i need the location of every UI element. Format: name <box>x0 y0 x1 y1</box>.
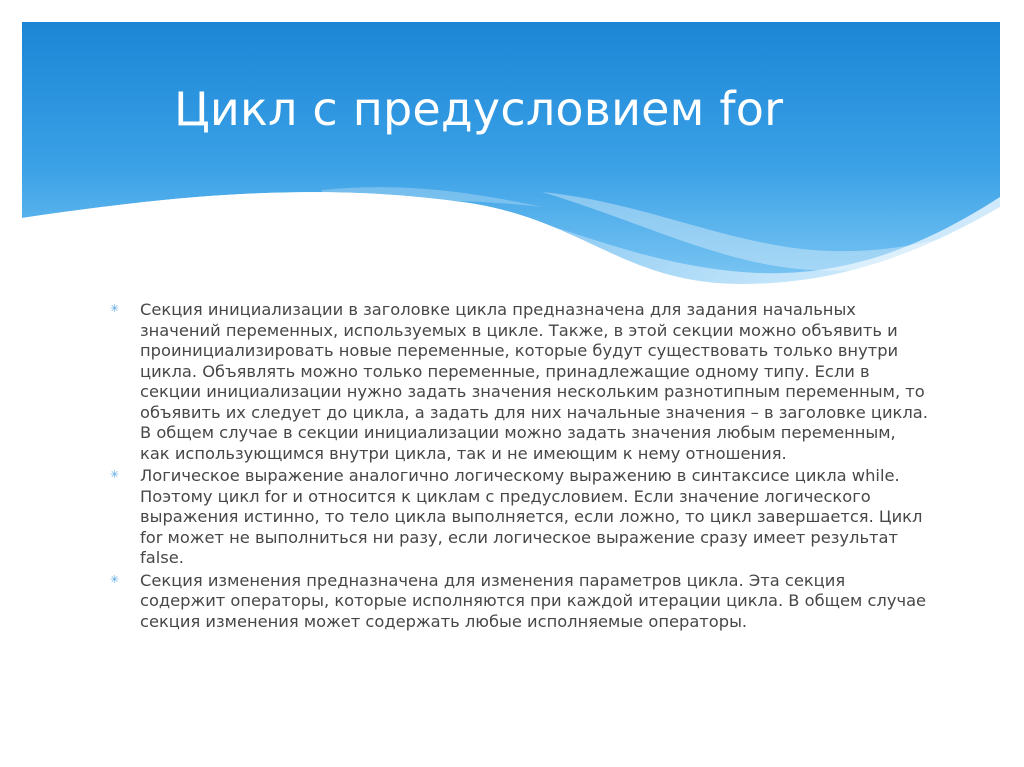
slide <box>22 22 1000 752</box>
bullet-text: Логическое выражение аналогично логическому выражению в синтаксисе цикла while. Поэтому цикл for и относится к циклам с предусловием. Если значение логического выражения истинно, то тело цикла выполняется, если ложно, то цикл завершается. Цикл for может не выполниться ни разу, если логическое выражение сразу имеет результат false. <box>140 466 923 567</box>
asterisk-bullet-icon: ✳ <box>110 302 120 315</box>
bullet-text: Секция изменения предназначена для изменения параметров цикла. Эта секция содержит операторы, которые исполняются при каждой итерации цикла. В общем случае секция изменения может содержать любые исполняемые операторы. <box>140 570 927 631</box>
bullet-item <box>108 466 928 569</box>
bullet-text: Секция инициализации в заголовке цикла предназначена для задания начальных значений переменных, используемых в цикле. Также, в этой секции можно объявить и проинициализировать новые переменные, которые будут существовать только внутри цикла. Объявлять можно только переменные, принадлежащие одному типу. Если в секции инициализации нужно задать значения нескольким разнотипным переменным, то объявить их следует до цикла, а задать для них начальные значения – в заголовке цикла. В общем случае в секции инициализации можно задать значения любым переменным, как использующимся внутри цикла, так и не имеющим к нему отношения. <box>140 300 928 463</box>
asterisk-bullet-icon: ✳ <box>110 572 120 586</box>
slide-body <box>108 300 928 634</box>
bullet-item <box>108 300 928 464</box>
bullet-item <box>108 571 928 633</box>
header-wave-background <box>22 22 1000 315</box>
asterisk-bullet-icon: ✳ <box>110 468 120 481</box>
slide-title: Цикл с предусловием for <box>174 82 784 136</box>
